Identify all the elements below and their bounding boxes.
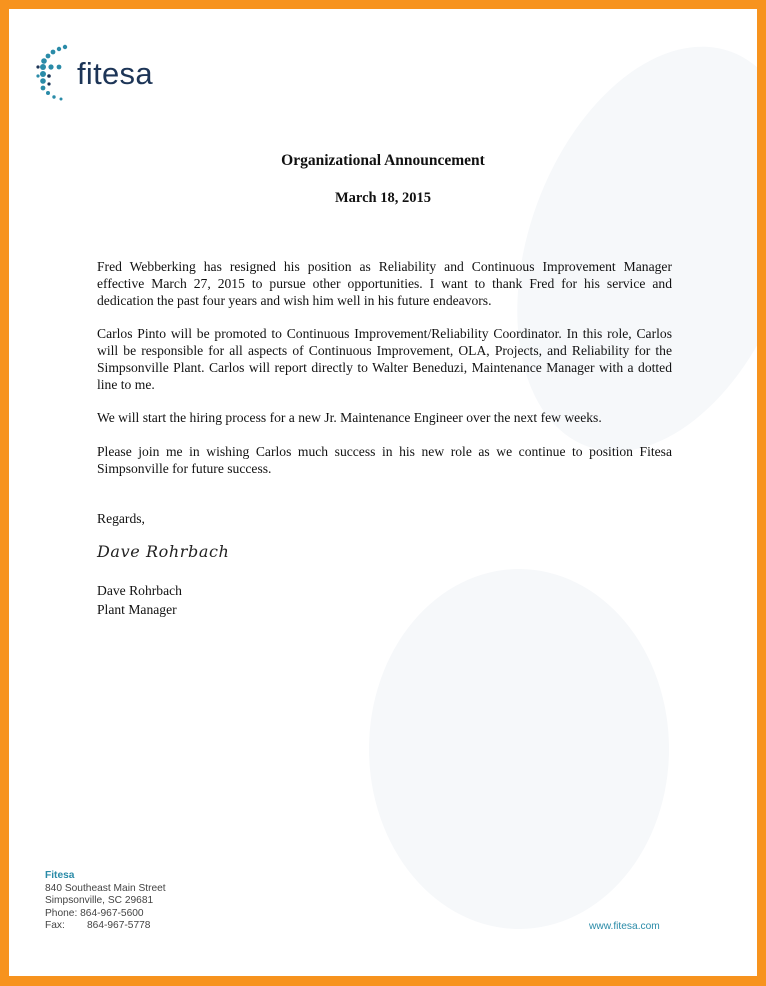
logo-wordmark: fitesa	[77, 56, 153, 91]
footer-company: Fitesa	[45, 870, 75, 881]
handwritten-signature: Dave Rohrbach	[97, 542, 230, 561]
letter-body	[97, 259, 672, 494]
body-paragraph: Fred Webberking has resigned his position as Reliability and Continuous Improvement Manager effective March 27, 2015 to pursue other opportunities. I want to thank Fred for his service and dedication the past four years and wish him well in his future endeavors.	[97, 259, 672, 308]
footer-phone: Phone: 864-967-5600	[45, 907, 144, 919]
footer-fax	[45, 920, 166, 933]
body-paragraph: Please join me in wishing Carlos much success in his new role as we continue to position Fitesa Simpsonville for future success.	[97, 443, 672, 476]
body-paragraph: We will start the hiring process for a new Jr. Maintenance Engineer over the next few weeks.	[97, 410, 602, 426]
signer-block	[97, 581, 182, 619]
footer-website-link[interactable]: www.fitesa.com	[589, 921, 660, 932]
fitesa-dot-logo-icon	[35, 43, 71, 105]
page-title: Organizational Announcement	[281, 152, 485, 169]
closing: Regards,	[97, 511, 145, 526]
signer-title: Plant Manager	[97, 602, 177, 617]
footer-city: Simpsonville, SC 29681	[45, 895, 154, 907]
announcement-date: March 18, 2015	[335, 190, 431, 206]
watermark-shape	[369, 569, 669, 929]
signer-name: Dave Rohrbach	[97, 583, 182, 598]
body-paragraph: Carlos Pinto will be promoted to Continuous Improvement/Reliability Coordinator. In this role, Carlos will be responsible for all aspects of Continuous Improvement, OLA, Projects, and Reliability for the Simpsonville Plant. Carlos will report directly to Walter Beneduzi, Maintenance Manager with a dotted line to me.	[97, 326, 672, 392]
fax-label: Fax:	[45, 920, 65, 932]
letter-page	[9, 9, 757, 976]
fax-number: 864-967-5778	[87, 920, 151, 932]
footer-address	[45, 870, 166, 933]
company-logo	[35, 43, 153, 105]
footer-street: 840 Southeast Main Street	[45, 882, 166, 894]
